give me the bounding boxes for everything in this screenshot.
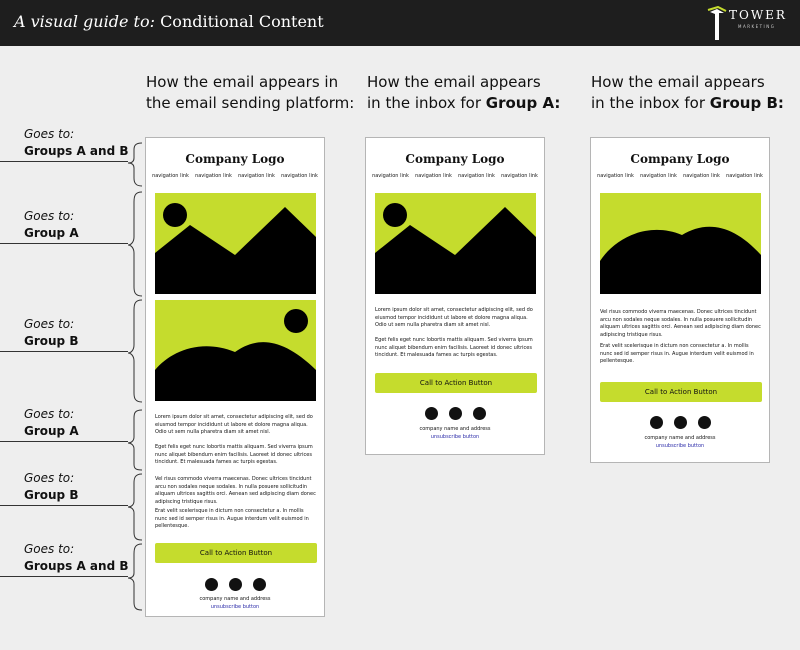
social-icon[interactable] <box>425 407 438 420</box>
column-heading-line1: How the email appears in <box>146 73 339 91</box>
navigation-bar <box>366 173 544 179</box>
body-text-group-b: Vel risus commodo viverra maecenas. Donec ultrices tincidunt arcu non sodales neque sodales. In nulla posuere sollicitudin aliquam ultrices sagittis orci. Aenean sed adipiscing diam donec adipiscing tristique risus. <box>600 309 761 338</box>
body-text-group-a: Lorem ipsum dolor sit amet, consectetur adipiscing elit, sed do eiusmod tempor incididunt ut labore et dolore magna aliqua. Odio ut sem nulla pharetra diam sit amet nisl. <box>155 414 313 436</box>
nav-link[interactable]: navigation link <box>501 173 538 179</box>
column-heading-line2: in the inbox for <box>591 94 706 112</box>
hero-image-group-a <box>375 193 536 294</box>
unsubscribe-link[interactable]: unsubscribe button <box>430 434 480 440</box>
company-logo: Company Logo <box>405 152 505 166</box>
company-address: company name and address <box>199 596 271 602</box>
social-icons <box>146 578 324 591</box>
social-icon[interactable] <box>205 578 218 591</box>
mountain-image-icon <box>375 193 536 294</box>
nav-link[interactable]: navigation link <box>458 173 495 179</box>
title-main: Conditional Content <box>160 12 324 31</box>
email-group-b <box>590 137 770 463</box>
nav-link[interactable]: navigation link <box>281 173 318 179</box>
call-to-action-button[interactable]: Call to Action Button <box>155 543 317 563</box>
navigation-bar <box>146 173 324 179</box>
label-goes-to: Goes to: <box>24 542 75 556</box>
label-goes-to: Goes to: <box>24 471 75 485</box>
title-prefix: A visual guide to: <box>14 12 155 31</box>
body-text-group-a-2: Eget felis eget nunc lobortis mattis aliquam. Sed viverra ipsum nunc aliquet bibendum enim facilisis. Laoreet id donec ultrices tincidunt. Et malesuada fames ac turpis egestas. <box>155 444 313 466</box>
label-goes-to: Goes to: <box>24 407 75 421</box>
nav-link[interactable]: navigation link <box>597 173 634 179</box>
social-icons <box>591 416 769 429</box>
brace-logo-nav <box>128 143 142 186</box>
unsubscribe-link[interactable]: unsubscribe button <box>210 604 260 610</box>
logo-brand: TOWER <box>729 8 787 22</box>
social-icons <box>366 407 544 420</box>
nav-link[interactable]: navigation link <box>238 173 275 179</box>
body-text-group-b-2: Erat velit scelerisque in dictum non consectetur a. In mollis nunc sed id semper risus in. Augue interdum velit euismod in pellentesque. <box>600 343 754 365</box>
column-heading-group: Group A: <box>485 94 561 112</box>
call-to-action-button[interactable]: Call to Action Button <box>375 373 537 393</box>
label-group: Groups A and B <box>24 559 129 573</box>
column-heading-line1: How the email appears <box>367 73 541 91</box>
label-group: Group A <box>24 424 79 438</box>
email-platform <box>145 137 325 617</box>
body-text-group-a: Lorem ipsum dolor sit amet, consectetur adipiscing elit, sed do eiusmod tempor incididunt ut labore et dolore magna aliqua. Odio ut sem nulla pharetra diam sit amet nisl. <box>375 307 533 329</box>
company-address: company name and address <box>644 435 716 441</box>
brace-hero-a <box>128 192 142 296</box>
hero-image-group-b <box>155 300 316 401</box>
label-group: Groups A and B <box>24 144 129 158</box>
social-icon[interactable] <box>650 416 663 429</box>
company-address: company name and address <box>419 426 491 432</box>
social-icon[interactable] <box>229 578 242 591</box>
nav-link[interactable]: navigation link <box>195 173 232 179</box>
brace-footer <box>128 544 142 610</box>
brace-hero-b <box>128 300 142 402</box>
social-icon[interactable] <box>473 407 486 420</box>
label-goes-to: Goes to: <box>24 317 75 331</box>
label-group: Group A <box>24 226 79 240</box>
column-heading-line1: How the email appears <box>591 73 765 91</box>
social-icon[interactable] <box>674 416 687 429</box>
nav-link[interactable]: navigation link <box>372 173 409 179</box>
column-heading-line2: in the inbox for <box>367 94 482 112</box>
company-logo: Company Logo <box>630 152 730 166</box>
social-icon[interactable] <box>698 416 711 429</box>
social-icon[interactable] <box>253 578 266 591</box>
body-text-group-a-2: Eget felis eget nunc lobortis mattis aliquam. Sed viverra ipsum nunc aliquet bibendum enim facilisis. Laoreet id donec ultrices tincidunt. Et malesuada fames ac turpis egestas. <box>375 337 533 359</box>
call-to-action-button[interactable]: Call to Action Button <box>600 382 762 402</box>
social-icon[interactable] <box>449 407 462 420</box>
hills-image-icon <box>155 300 316 401</box>
label-group: Group B <box>24 488 79 502</box>
nav-link[interactable]: navigation link <box>152 173 189 179</box>
label-goes-to: Goes to: <box>24 209 75 223</box>
hero-image-group-b <box>600 193 761 294</box>
brace-text-b <box>128 474 142 540</box>
navigation-bar <box>591 173 769 179</box>
column-heading-line2: the email sending platform: <box>146 94 355 112</box>
label-goes-to: Goes to: <box>24 127 75 141</box>
nav-link[interactable]: navigation link <box>683 173 720 179</box>
nav-link[interactable]: navigation link <box>726 173 763 179</box>
logo-sub: MARKETING <box>738 24 776 29</box>
email-group-a <box>365 137 545 455</box>
hills-image-icon <box>600 193 761 294</box>
hero-image-group-a <box>155 193 316 294</box>
nav-link[interactable]: navigation link <box>640 173 677 179</box>
brace-text-a <box>128 410 142 470</box>
mountain-image-icon <box>155 193 316 294</box>
body-text-group-b: Vel risus commodo viverra maecenas. Donec ultrices tincidunt arcu non sodales neque sodales. In nulla posuere sollicitudin aliquam ultrices sagittis orci. Aenean sed adipiscing diam donec adipiscing tristique risus. <box>155 476 316 505</box>
nav-link[interactable]: navigation link <box>415 173 452 179</box>
unsubscribe-link[interactable]: unsubscribe button <box>655 443 705 449</box>
column-heading-group: Group B: <box>709 94 784 112</box>
body-text-group-b-2: Erat velit scelerisque in dictum non consectetur a. In mollis nunc sed id semper risus in. Augue interdum velit euismod in pellentesque. <box>155 508 309 530</box>
label-group: Group B <box>24 334 79 348</box>
company-logo: Company Logo <box>185 152 285 166</box>
